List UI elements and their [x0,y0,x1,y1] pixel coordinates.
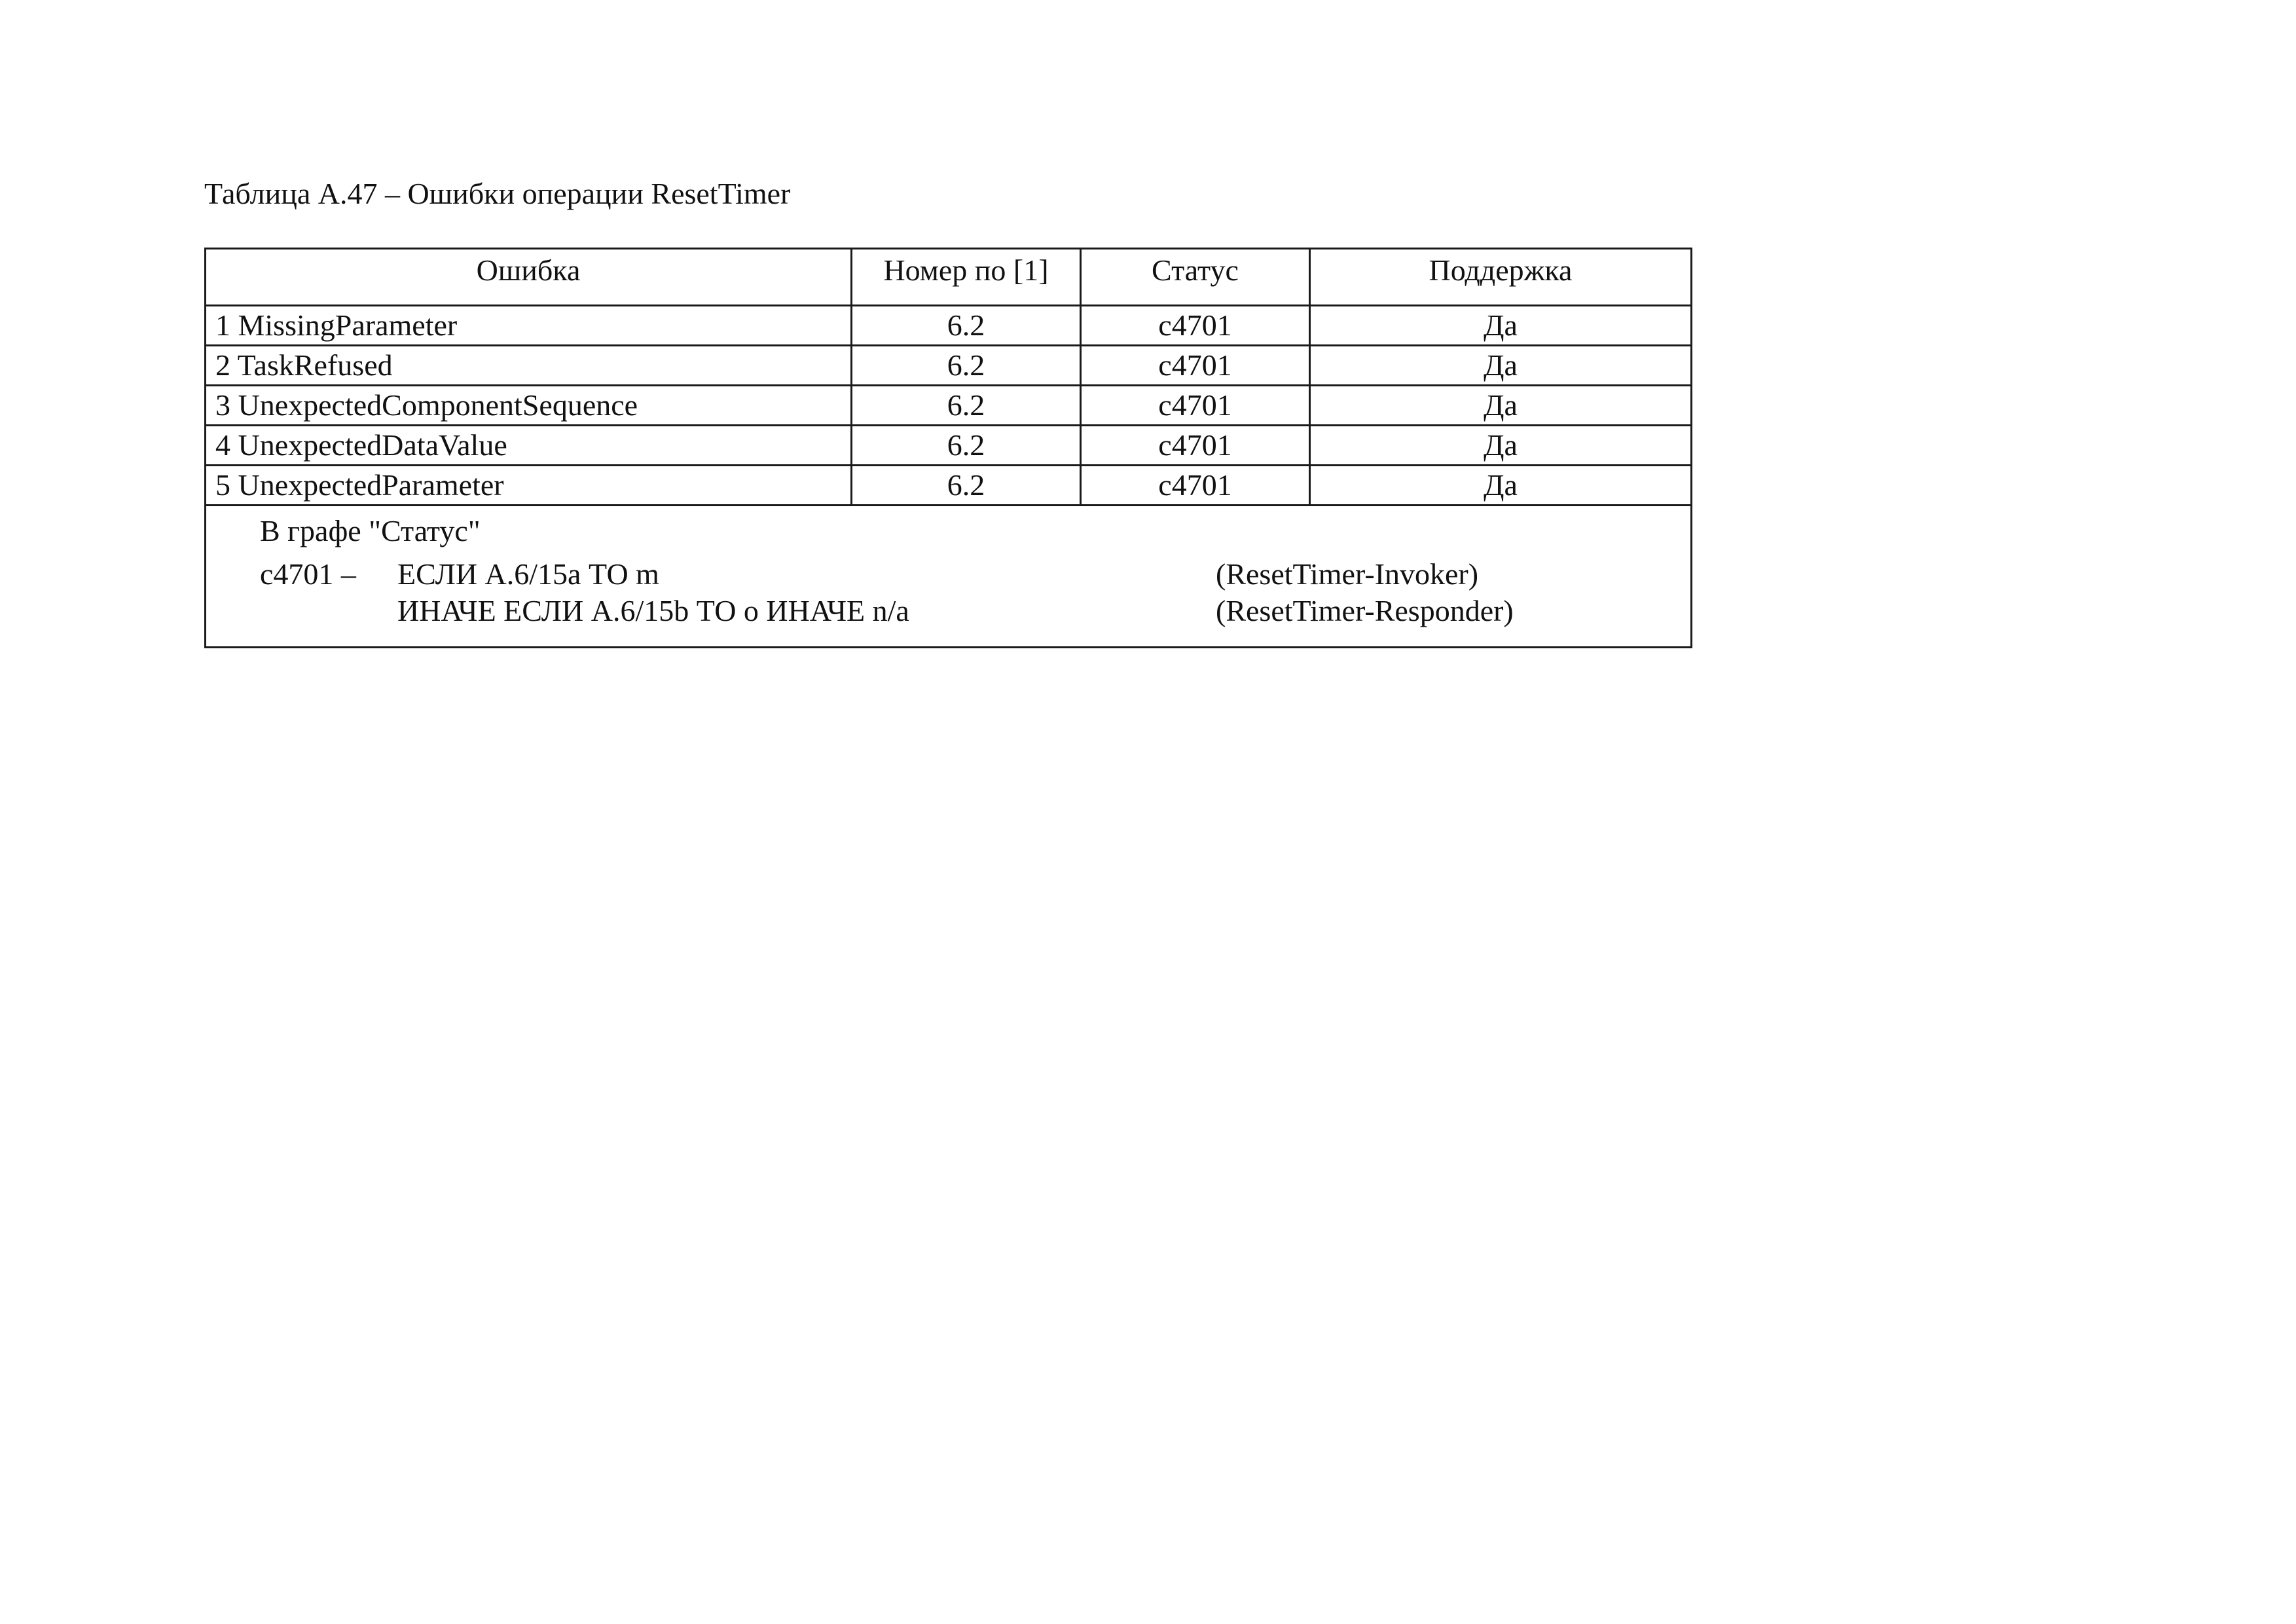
support-cell: Да [1310,426,1692,466]
error-name-cell: 4 UnexpectedDataValue [206,426,852,466]
status-cell: c4701 [1081,426,1310,466]
error-name-cell: 1 MissingParameter [206,306,852,346]
support-cell: Да [1310,466,1692,506]
number-cell: 6.2 [852,306,1081,346]
error-name-cell: 5 UnexpectedParameter [206,466,852,506]
notes-role-responder: (ResetTimer-Responder) [1216,594,1514,627]
column-header-support: Поддержка [1310,249,1692,306]
notes-row [206,506,1692,648]
notes-heading: В графе "Статус" [260,514,481,547]
notes-status-code: c4701 – [260,557,356,591]
column-header-status: Статус [1081,249,1310,306]
number-cell: 6.2 [852,466,1081,506]
table-caption: Таблица А.47 – Ошибки операции ResetTimer [204,177,791,210]
table-row [206,386,1692,426]
status-cell: c4701 [1081,306,1310,346]
support-cell: Да [1310,386,1692,426]
notes-role-invoker: (ResetTimer-Invoker) [1216,557,1479,591]
support-cell: Да [1310,346,1692,386]
notes-condition-line-2: ИНАЧЕ ЕСЛИ А.6/15b ТО o ИНАЧЕ n/a [397,594,909,627]
error-name-cell: 3 UnexpectedComponentSequence [206,386,852,426]
support-cell: Да [1310,306,1692,346]
number-cell: 6.2 [852,426,1081,466]
table-row [206,466,1692,506]
column-header-error: Ошибка [206,249,852,306]
number-cell: 6.2 [852,346,1081,386]
errors-table [204,248,1692,648]
status-cell: c4701 [1081,386,1310,426]
number-cell: 6.2 [852,386,1081,426]
table-header-row [206,249,1692,306]
table-row [206,346,1692,386]
table-row [206,426,1692,466]
status-cell: c4701 [1081,466,1310,506]
status-notes [260,511,1690,636]
status-notes-cell [206,506,1692,648]
notes-condition-line-1: ЕСЛИ А.6/15a ТО m [397,557,659,591]
error-name-cell: 2 TaskRefused [206,346,852,386]
column-header-number: Номер по [1] [852,249,1081,306]
status-cell: c4701 [1081,346,1310,386]
table-row [206,306,1692,346]
